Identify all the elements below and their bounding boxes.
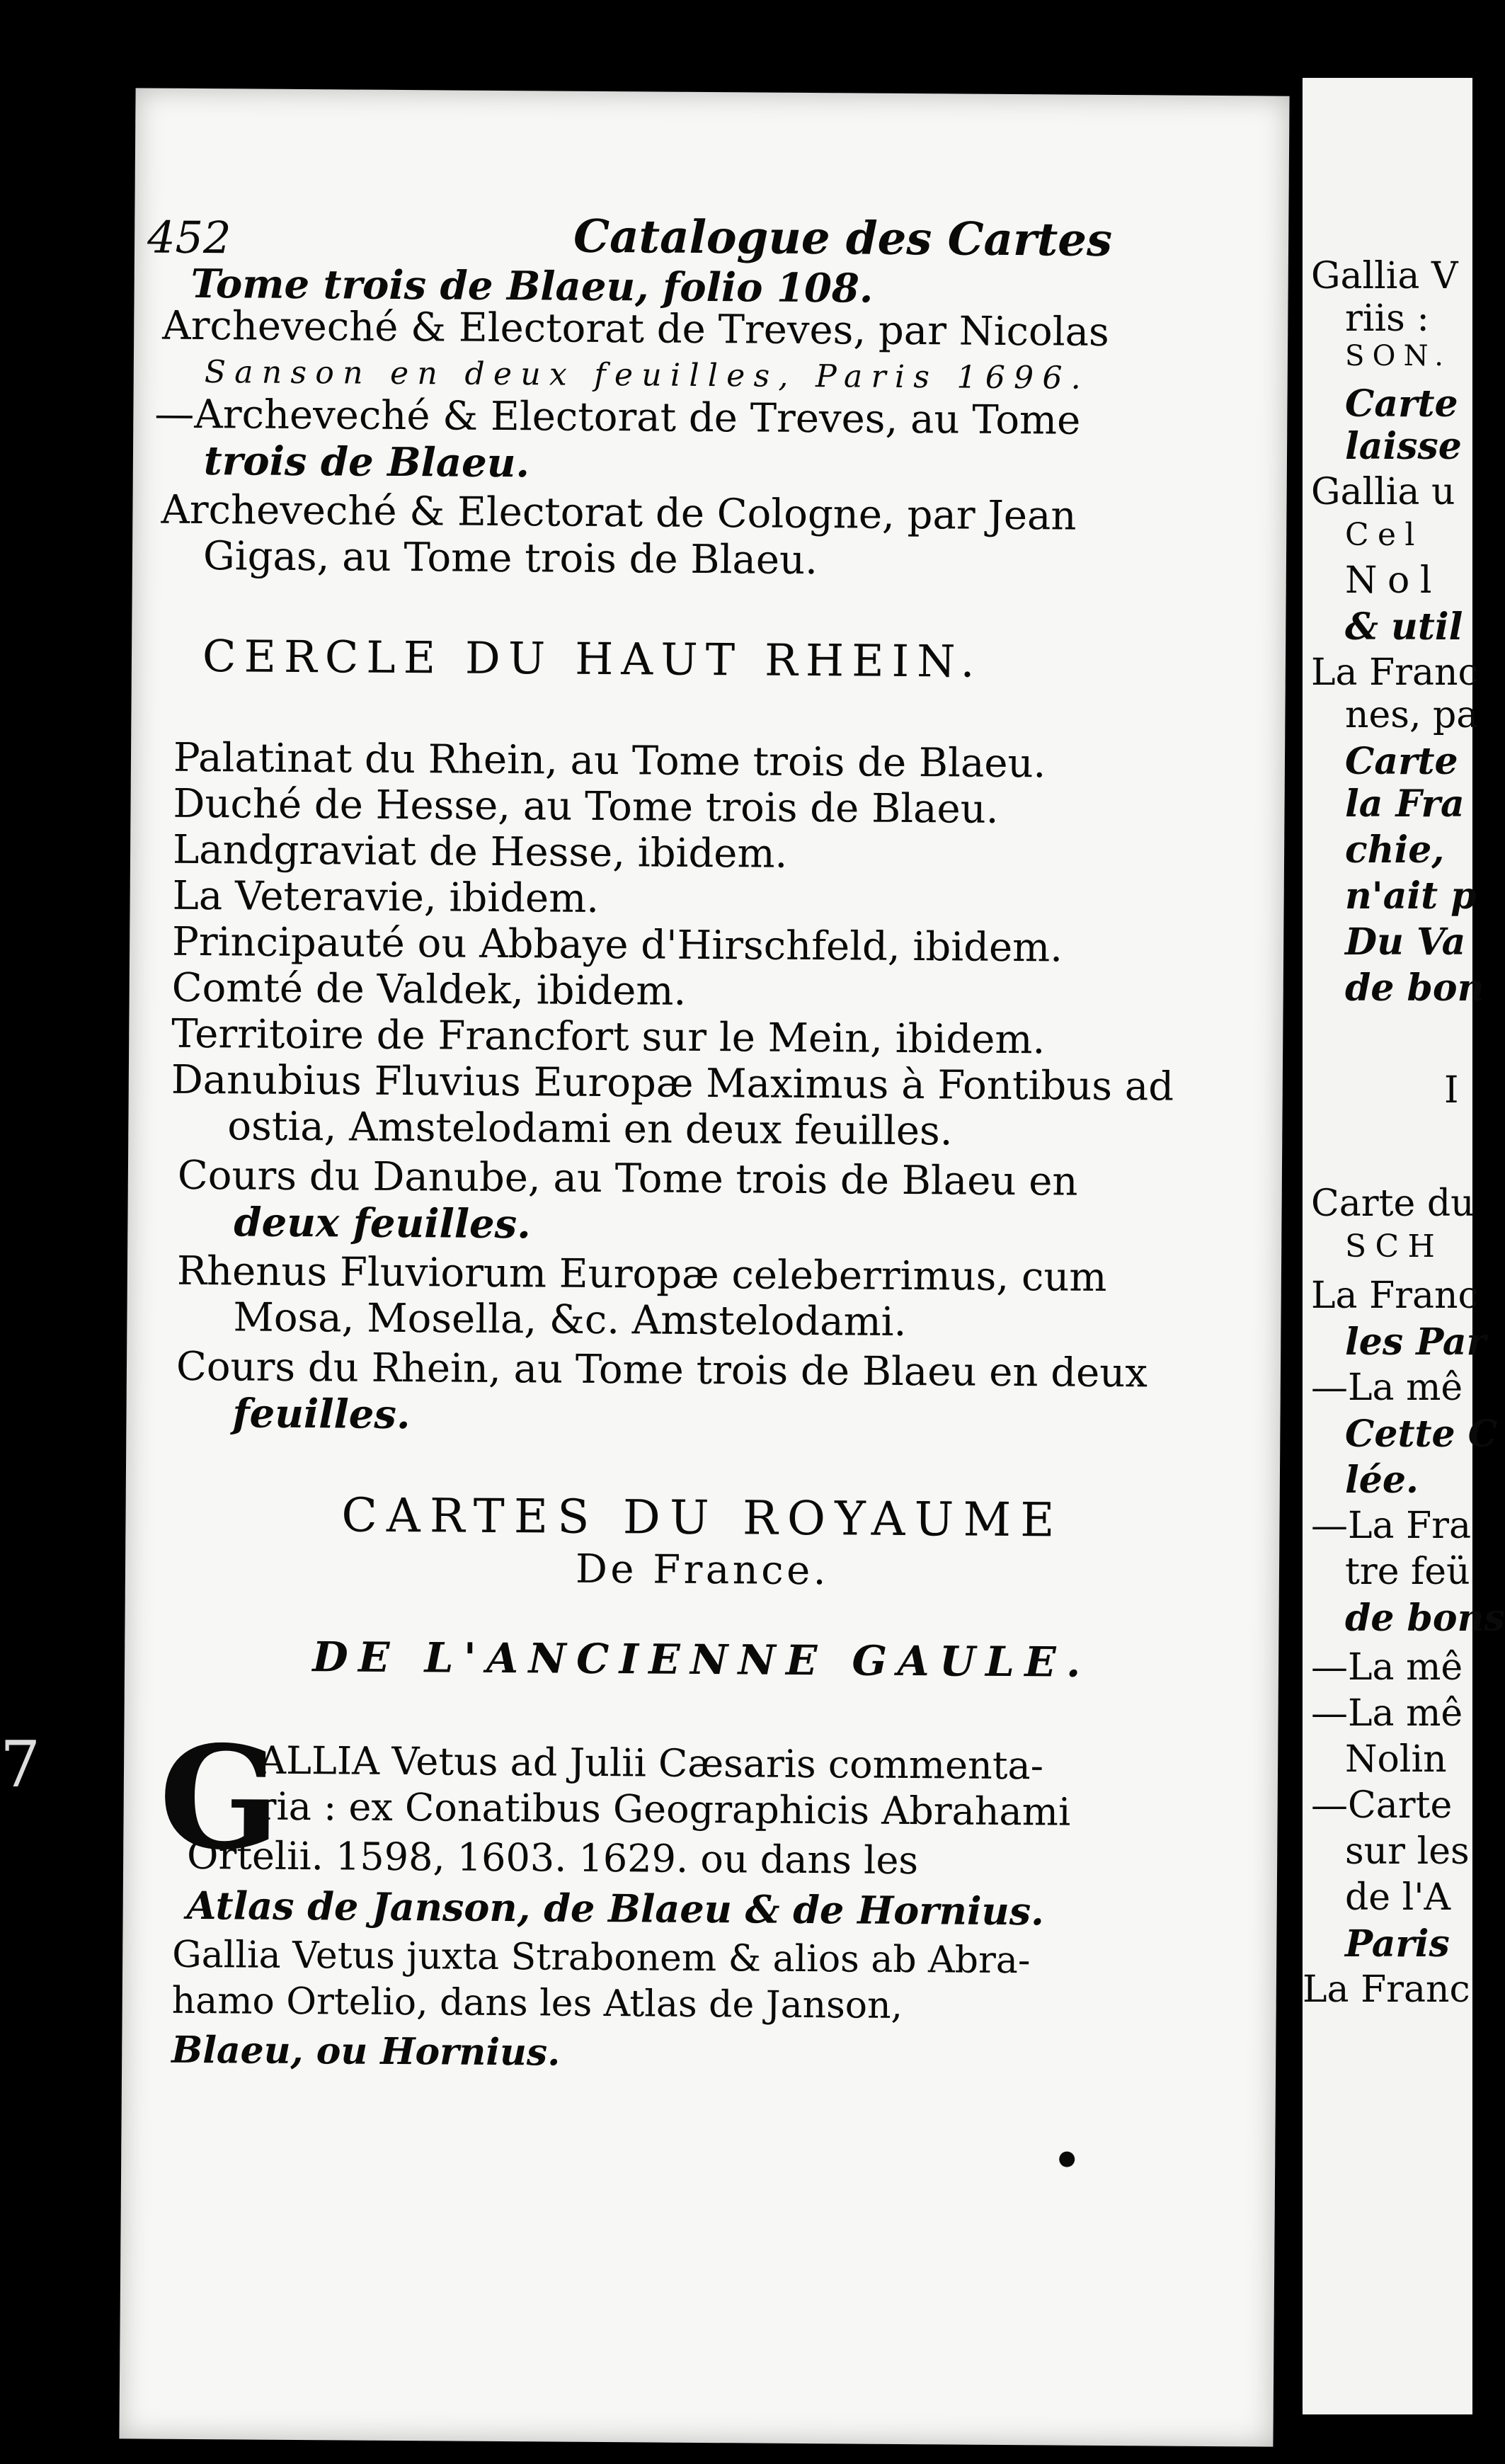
chapter-heading: CARTES DU ROYAUME xyxy=(341,1488,1064,1548)
entry-line: deux feuilles. xyxy=(234,1199,531,1248)
chapter-subheading: De France. xyxy=(575,1546,830,1595)
entry-line: trois de Blaeu. xyxy=(203,438,530,487)
facing-line: SCH xyxy=(1345,1228,1444,1265)
entry-line: Rhenus Fluviorum Europæ celeberrimus, cum xyxy=(176,1248,1107,1301)
entry-line: —Archeveché & Electorat de Treves, au Tome xyxy=(154,391,1081,444)
facing-line: Cette C xyxy=(1345,1413,1498,1456)
facing-page xyxy=(1303,78,1505,2414)
facing-line: sur les xyxy=(1345,1830,1470,1873)
facing-line: la Fra xyxy=(1345,782,1465,826)
facing-line: La Franc xyxy=(1311,1274,1479,1317)
entry-line: ostia, Amstelodami en deux feuilles. xyxy=(227,1103,953,1155)
facing-line: de bons xyxy=(1345,1597,1505,1640)
facing-line: lée. xyxy=(1345,1459,1419,1502)
entry-line: Palatinat du Rhein, au Tome trois de Blaeu. xyxy=(173,734,1046,787)
facing-line: Nolin xyxy=(1345,1738,1447,1781)
facing-line: Du Va xyxy=(1345,920,1466,964)
entry-line: Gigas, au Tome trois de Blaeu. xyxy=(202,533,818,584)
facing-line: chie, xyxy=(1345,828,1445,872)
facing-line: La Franc xyxy=(1311,651,1479,694)
facing-line: La Franc xyxy=(1303,1968,1470,2011)
entry-line: feuilles. xyxy=(232,1390,411,1439)
facing-line: Paris xyxy=(1345,1922,1450,1966)
entry-line: Principauté ou Abbaye d'Hirschfeld, ibidem. xyxy=(171,918,1063,971)
entry-line: Archeveché & Electorat de Cologne, par Jean xyxy=(161,486,1077,540)
entry-line: Mosa, Mosella, &c. Amstelodami. xyxy=(233,1294,907,1345)
entry-line: Atlas de Janson, de Blaeu & de Hornius. xyxy=(186,1882,1045,1934)
facing-line: Nol xyxy=(1345,559,1443,602)
entry-line: hamo Ortelio, dans les Atlas de Janson, xyxy=(171,1979,903,2027)
facing-line: Carte xyxy=(1345,382,1458,426)
entry-line: ALLIA Vetus ad Julii Cæsaris commenta- xyxy=(258,1738,1044,1789)
facing-line: —La mê xyxy=(1311,1646,1463,1689)
facing-line: laisse xyxy=(1345,425,1462,468)
facing-line: de l'A xyxy=(1345,1876,1451,1919)
facing-line: —La mê xyxy=(1311,1692,1463,1735)
entry-line: Danubius Fluvius Europæ Maximus à Fontibus ad xyxy=(171,1056,1174,1110)
entry-line: La Veteravie, ibidem. xyxy=(172,872,600,922)
facing-line: & util xyxy=(1345,605,1463,649)
ink-dot xyxy=(1059,2152,1075,2167)
facing-line: Gallia u xyxy=(1311,471,1455,513)
page-number: 452 xyxy=(147,211,231,264)
entry-line: Territoire de Francfort sur le Mein, ibidem. xyxy=(171,1010,1046,1063)
facing-line: —La Fra xyxy=(1311,1505,1472,1547)
facing-line: Gallia V xyxy=(1311,255,1458,297)
facing-line: —Carte xyxy=(1311,1784,1453,1827)
running-title: Catalogue des Cartes xyxy=(573,210,1113,267)
entry-line: Sanson en deux feuilles, Paris 1696. xyxy=(204,354,1090,397)
facing-line: de bon xyxy=(1345,966,1484,1010)
facing-line: les Par xyxy=(1345,1321,1487,1364)
entry-line: Gallia Vetus juxta Strabonem & alios ab Abra- xyxy=(171,1933,1031,1983)
facing-line: I xyxy=(1444,1069,1459,1112)
book-page xyxy=(119,88,1289,2446)
facing-line: Carte du xyxy=(1311,1182,1475,1225)
facing-line: —La mê xyxy=(1311,1367,1463,1409)
facing-line: riis : xyxy=(1345,297,1429,340)
section-subheading: DE L'ANCIENNE GAULE. xyxy=(312,1633,1092,1687)
facing-line: tre feü xyxy=(1345,1551,1470,1593)
facing-line: SON. xyxy=(1345,340,1452,372)
margin-mark: 7 xyxy=(0,1728,41,1802)
entry-line: Blaeu, ou Hornius. xyxy=(171,2028,561,2075)
facing-line: n'ait p xyxy=(1345,874,1477,918)
entry-line: Duché de Hesse, au Tome trois de Blaeu. xyxy=(173,780,999,833)
entry-line: Cours du Rhein, au Tome trois de Blaeu en deux xyxy=(176,1343,1148,1397)
drop-cap: G xyxy=(158,1714,281,1882)
entry-line: Landgraviat de Hesse, ibidem. xyxy=(172,826,788,877)
entry-line: Ortelii. 1598, 1603. 1629. ou dans les xyxy=(186,1832,919,1883)
facing-line: Carte xyxy=(1345,740,1458,783)
entry-line: Cours du Danube, au Tome trois de Blaeu en xyxy=(177,1152,1078,1205)
section-heading: CERCLE DU HAUT RHEIN. xyxy=(202,630,983,688)
entry-line: Comté de Valdek, ibidem. xyxy=(171,964,687,1015)
facing-line: Cel xyxy=(1345,517,1424,553)
entry-line: ria : ex Conatibus Geographicis Abrahami xyxy=(258,1784,1071,1835)
entry-line: Tome trois de Blaeu, folio 108. xyxy=(190,260,874,312)
facing-line: nes, pa xyxy=(1345,694,1479,736)
entry-line: Archeveché & Electorat de Treves, par Nicolas xyxy=(162,302,1110,355)
